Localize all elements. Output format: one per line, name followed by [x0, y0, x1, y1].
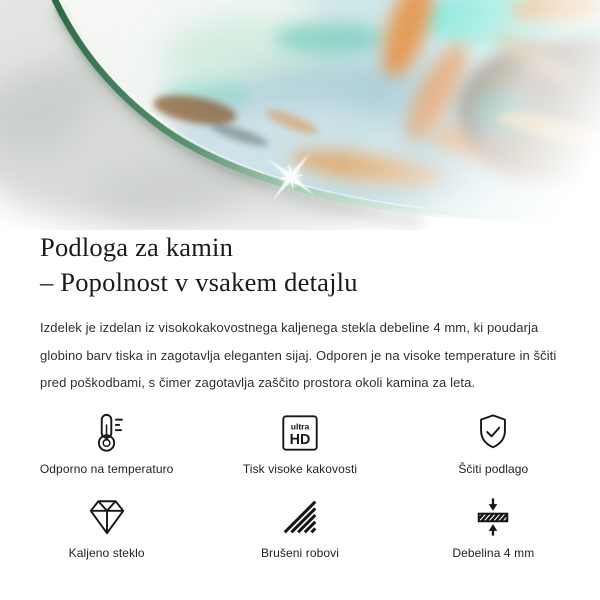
product-title-line2: – Popolnost v vsakem detajlu: [40, 267, 358, 297]
product-info-section: [40, 226, 564, 560]
feature-label: Kaljeno steklo: [68, 545, 145, 560]
page-title: [40, 230, 564, 300]
feature-label: Debelina 4 mm: [452, 545, 535, 560]
feature-polished-edges: [203, 494, 396, 560]
product-description: Izdelek je izdelan iz visokokakovostnega kaljenega stekla debeline 4 mm, ki poudarja globino barv tiska in zagotavlja eleganten sijaj. Odporen je na visoke temperature in ščiti pred poškodbami, s čimer zagotavlja zaščito prostora okoli kamina za leta.: [40, 320, 557, 390]
feature-protects-surface: [397, 410, 590, 476]
feature-label: Ščiti podlago: [458, 461, 529, 476]
ultra-hd-icon: [279, 410, 321, 454]
polished-edge-icon: [279, 494, 321, 538]
svg-text:HD: HD: [289, 431, 311, 448]
shield-check-icon: [472, 410, 514, 454]
feature-grid: [10, 410, 590, 560]
svg-text:ultra: ultra: [290, 421, 310, 432]
feature-label: Tisk visoke kakovosti: [242, 461, 358, 476]
product-title-line1: Podloga za kamin: [40, 232, 234, 262]
feature-label: Brušeni robovi: [260, 545, 340, 560]
thermometer-icon: [86, 410, 128, 454]
feature-label: Odporno na temperaturo: [39, 461, 174, 476]
feature-thickness: [397, 494, 590, 560]
feature-tempered-glass: [10, 494, 203, 560]
feature-print-quality: [203, 410, 396, 476]
product-image: [0, 0, 600, 230]
diamond-icon: [86, 494, 128, 538]
thickness-icon: [472, 494, 514, 538]
feature-temperature-resistant: [10, 410, 203, 476]
